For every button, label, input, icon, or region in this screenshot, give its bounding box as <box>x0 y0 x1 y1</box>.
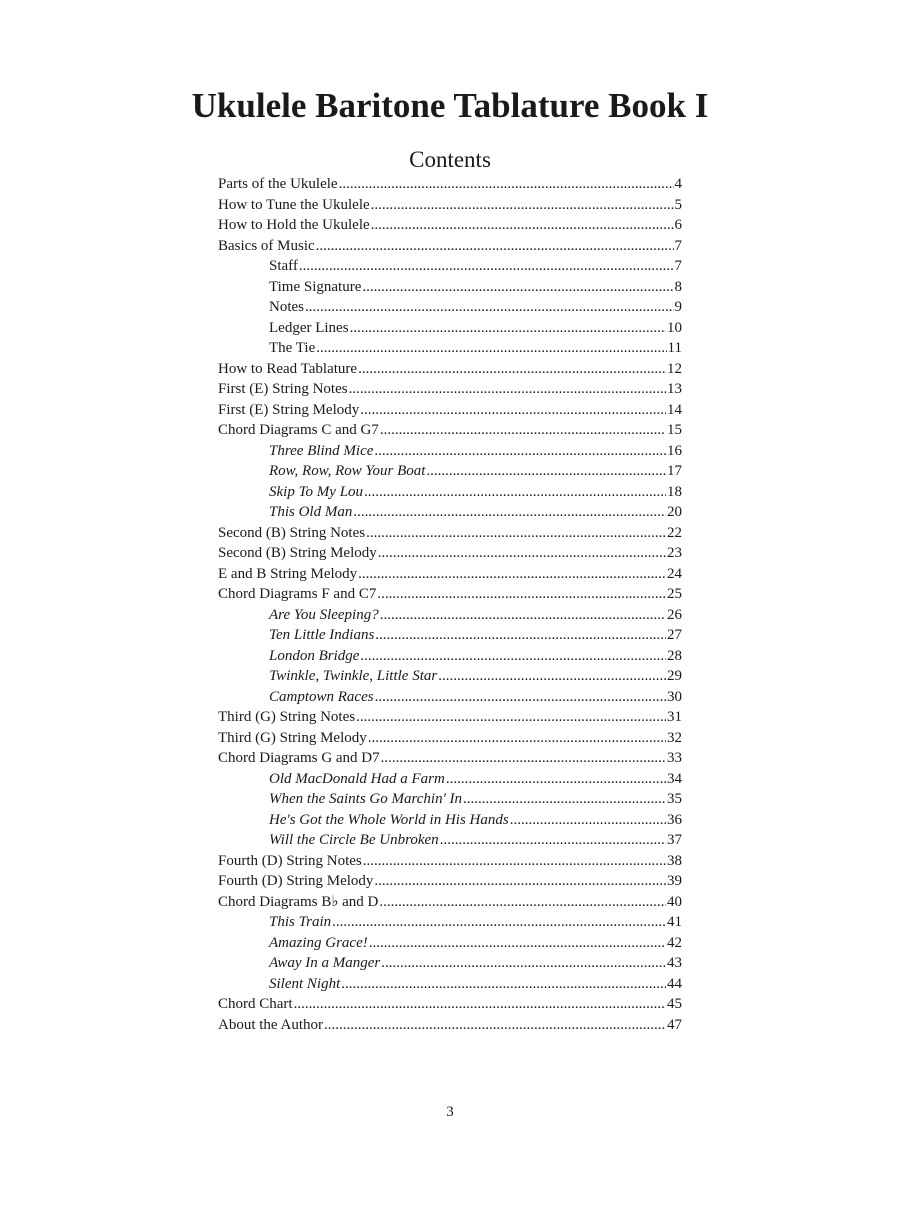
toc-leader-dots <box>341 974 666 995</box>
toc-page-number: 27 <box>667 627 682 643</box>
toc-page-number: 23 <box>667 545 682 561</box>
toc-page-number: 14 <box>667 401 682 418</box>
toc-page-number: 32 <box>667 729 682 746</box>
toc-song-entry <box>218 605 682 626</box>
toc-subentry <box>218 338 682 359</box>
toc-leader-dots <box>368 728 666 749</box>
page-number: 3 <box>446 1104 454 1120</box>
toc-entry-title: Fourth (D) String Notes <box>218 852 362 869</box>
toc-leader-dots <box>375 625 666 646</box>
toc-entry-title: He's Got the Whole World in His Hands <box>269 811 509 828</box>
toc-entry <box>218 420 682 441</box>
toc-entry-title: When the Saints Go Marchin' In <box>269 791 463 807</box>
toc-leader-dots <box>374 871 666 892</box>
toc-song-entry <box>218 830 682 851</box>
toc-entry-title: Twinkle, Twinkle, Little Star <box>269 668 438 684</box>
toc-entry <box>218 543 682 564</box>
toc-song-entry <box>218 687 682 708</box>
book-title: Ukulele Baritone Tablature Book I <box>191 86 709 125</box>
toc-leader-dots <box>379 892 666 913</box>
toc-leader-dots <box>426 461 666 482</box>
toc-leader-dots <box>349 379 666 400</box>
toc-leader-dots <box>363 851 666 872</box>
toc-leader-dots <box>371 215 674 236</box>
toc-page-number: 39 <box>667 873 682 889</box>
toc-leader-dots <box>339 174 674 195</box>
toc-leader-dots <box>446 769 666 790</box>
toc-entry-title: Camptown Races <box>269 688 374 705</box>
toc-entry <box>218 195 682 216</box>
toc-entry-title: Skip To My Lou <box>269 483 364 500</box>
toc-page-number: 31 <box>667 709 682 725</box>
toc-page-number: 38 <box>667 852 682 869</box>
toc-entry-title: How to Tune the Ukulele <box>218 196 370 213</box>
toc-leader-dots <box>324 1015 666 1036</box>
toc-entry <box>218 1015 682 1036</box>
toc-page-number: 5 <box>674 196 682 213</box>
toc-entry-title: First (E) String Melody <box>218 401 360 418</box>
toc-subentry <box>218 318 682 339</box>
toc-subentry <box>218 297 682 318</box>
toc-page-number: 40 <box>667 893 682 910</box>
toc-entry-title: Chord Chart <box>218 996 293 1012</box>
toc-page-number: 30 <box>667 688 682 705</box>
toc-page-number: 10 <box>667 319 682 336</box>
toc-leader-dots <box>380 420 666 441</box>
toc-entry-title: E and B String Melody <box>218 565 358 582</box>
toc-entry-title: Staff <box>269 258 298 274</box>
toc-entry-title: Chord Diagrams C and G7 <box>218 422 379 438</box>
toc-page-number: 20 <box>667 504 682 520</box>
toc-entry-title: Chord Diagrams F and C7 <box>218 586 377 602</box>
toc-leader-dots <box>356 707 666 728</box>
toc-entry-title: The Tie <box>269 340 316 356</box>
toc-page-number: 8 <box>674 278 682 295</box>
toc-song-entry <box>218 789 682 810</box>
toc-entry-title: How to Read Tablature <box>218 360 358 377</box>
toc-entry-title: Basics of Music <box>218 237 315 254</box>
toc-page-number: 45 <box>667 996 682 1012</box>
toc-entry-title: Second (B) String Notes <box>218 524 366 541</box>
toc-entry-title: Are You Sleeping? <box>269 606 379 623</box>
toc-page-number: 18 <box>667 483 682 500</box>
toc-song-entry <box>218 461 682 482</box>
toc-subentry <box>218 256 682 277</box>
toc-entry <box>218 523 682 544</box>
toc-entry <box>218 728 682 749</box>
toc-entry <box>218 400 682 421</box>
toc-leader-dots <box>360 646 666 667</box>
contents-heading: Contents <box>409 147 491 172</box>
toc-entry-title: Amazing Grace! <box>269 934 368 951</box>
toc-entry <box>218 215 682 236</box>
toc-song-entry <box>218 502 682 523</box>
toc-page-number: 26 <box>667 606 682 623</box>
toc-leader-dots <box>369 933 666 954</box>
toc-page-number: 4 <box>674 176 682 192</box>
toc-song-entry <box>218 625 682 646</box>
toc-song-entry <box>218 974 682 995</box>
toc-leader-dots <box>316 338 666 359</box>
toc-leader-dots <box>316 236 674 257</box>
toc-entry <box>218 851 682 872</box>
toc-entry <box>218 564 682 585</box>
toc-leader-dots <box>294 994 666 1015</box>
toc-leader-dots <box>364 482 666 503</box>
toc-page-number: 28 <box>667 647 682 664</box>
toc-song-entry <box>218 912 682 933</box>
toc-leader-dots <box>438 666 666 687</box>
toc-page-number: 43 <box>667 955 682 971</box>
toc-leader-dots <box>358 564 666 585</box>
toc-entry-title: Will the Circle Be Unbroken <box>269 832 439 848</box>
toc-leader-dots <box>360 400 666 421</box>
toc-entry-title: London Bridge <box>269 647 360 664</box>
toc-page-number: 7 <box>674 258 682 274</box>
toc-leader-dots <box>358 359 666 380</box>
toc-entry-title: Ledger Lines <box>269 319 349 336</box>
toc-page-number: 29 <box>667 668 682 684</box>
toc-entry <box>218 584 682 605</box>
toc-entry-title: This Old Man <box>269 504 353 520</box>
toc-leader-dots <box>375 687 666 708</box>
toc-leader-dots <box>362 277 673 298</box>
toc-entry-title: Third (G) String Notes <box>218 709 356 725</box>
toc-song-entry <box>218 666 682 687</box>
toc-song-entry <box>218 810 682 831</box>
toc-entry-title: How to Hold the Ukulele <box>218 217 370 233</box>
toc-leader-dots <box>381 748 666 769</box>
toc-leader-dots <box>366 523 666 544</box>
toc-page-number: 24 <box>667 565 682 582</box>
toc-page-number: 7 <box>674 237 682 254</box>
toc-leader-dots <box>332 912 666 933</box>
toc-leader-dots <box>371 195 674 216</box>
toc-leader-dots <box>377 584 666 605</box>
toc-page-number: 35 <box>667 791 682 807</box>
toc-entry-title: Away In a Manger <box>269 955 381 971</box>
toc-song-entry <box>218 953 682 974</box>
toc-page-number: 47 <box>667 1016 682 1033</box>
toc-leader-dots <box>305 297 674 318</box>
toc-song-entry <box>218 482 682 503</box>
toc-page-number: 37 <box>667 832 682 848</box>
toc-song-entry <box>218 646 682 667</box>
toc-leader-dots <box>378 543 666 564</box>
toc-entry-title: Third (G) String Melody <box>218 729 367 746</box>
toc-leader-dots <box>350 318 666 339</box>
toc-leader-dots <box>299 256 674 277</box>
table-of-contents <box>218 174 682 1035</box>
toc-page-number: 13 <box>667 381 682 397</box>
toc-page-number: 12 <box>667 360 682 377</box>
toc-entry-title: Fourth (D) String Melody <box>218 873 374 889</box>
toc-entry <box>218 236 682 257</box>
toc-subentry <box>218 277 682 298</box>
toc-leader-dots <box>463 789 666 810</box>
toc-page-number: 41 <box>667 914 682 930</box>
toc-entry-title: Silent Night <box>269 975 341 992</box>
toc-leader-dots <box>440 830 666 851</box>
toc-page-number: 16 <box>667 442 682 459</box>
toc-page-number: 9 <box>674 299 682 315</box>
toc-page-number: 44 <box>667 975 682 992</box>
toc-song-entry <box>218 769 682 790</box>
toc-entry-title: Notes <box>269 299 304 315</box>
toc-entry-title: Ten Little Indians <box>269 627 375 643</box>
toc-leader-dots <box>380 605 666 626</box>
toc-page-number: 33 <box>667 750 682 766</box>
toc-entry-title: Three Blind Mice <box>269 442 374 459</box>
toc-leader-dots <box>353 502 666 523</box>
toc-page-number: 15 <box>667 422 682 438</box>
toc-entry <box>218 174 682 195</box>
toc-page-number: 22 <box>667 524 682 541</box>
toc-leader-dots <box>381 953 666 974</box>
toc-entry <box>218 748 682 769</box>
toc-page-number: 34 <box>667 770 682 787</box>
toc-entry-title: Old MacDonald Had a Farm <box>269 770 445 787</box>
toc-page-number: 6 <box>674 217 682 233</box>
toc-page-number: 11 <box>667 340 682 356</box>
toc-page-number: 42 <box>667 934 682 951</box>
toc-entry <box>218 359 682 380</box>
toc-entry-title: About the Author <box>218 1016 323 1033</box>
toc-entry <box>218 892 682 913</box>
toc-leader-dots <box>510 810 666 831</box>
toc-page-number: 36 <box>667 811 682 828</box>
toc-song-entry <box>218 933 682 954</box>
toc-leader-dots <box>374 441 666 462</box>
toc-entry <box>218 994 682 1015</box>
toc-entry <box>218 707 682 728</box>
toc-entry-title: Time Signature <box>269 278 362 295</box>
toc-entry-title: Chord Diagrams G and D7 <box>218 750 380 766</box>
toc-entry-title: This Train <box>269 914 332 930</box>
toc-song-entry <box>218 441 682 462</box>
toc-entry-title: Second (B) String Melody <box>218 545 377 561</box>
toc-entry-title: Chord Diagrams B♭ and D <box>218 893 379 910</box>
toc-entry-title: Row, Row, Row Your Boat <box>269 463 426 479</box>
toc-page-number: 25 <box>667 586 682 602</box>
toc-entry <box>218 379 682 400</box>
toc-page-number: 17 <box>667 463 682 479</box>
toc-entry-title: Parts of the Ukulele <box>218 176 338 192</box>
toc-entry <box>218 871 682 892</box>
toc-entry-title: First (E) String Notes <box>218 381 348 397</box>
